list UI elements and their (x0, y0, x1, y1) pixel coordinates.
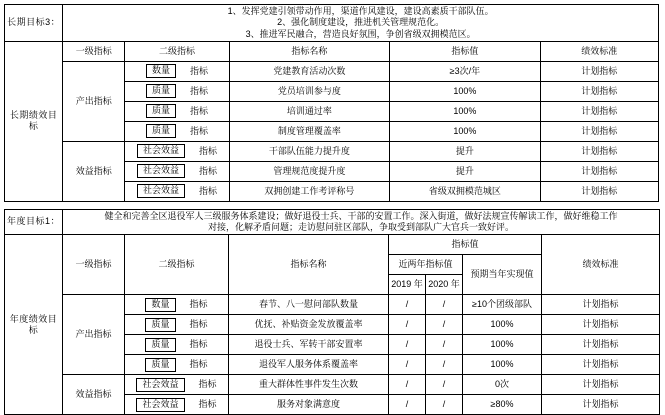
value-year-2020: / (426, 355, 463, 375)
indicator-tag (125, 395, 229, 415)
tag-word: 社会效益 (136, 378, 184, 392)
indicator-tag (125, 81, 229, 101)
indicator-name: 优抚、补贴资金发放覆盖率 (229, 315, 389, 335)
table-row (5, 375, 660, 395)
category-output: 产出指标 (63, 61, 125, 141)
goal-line-2: 2、强化制度建设，推进机关管理规范化。 (277, 17, 445, 28)
tag-word: 质量 (145, 338, 175, 352)
indicator-tag (125, 141, 229, 161)
indicator-name: 重大群体性事件发生次数 (229, 375, 389, 395)
tag-word: 质量 (145, 318, 175, 332)
tag-label: 指标 (189, 359, 208, 370)
indicator-name: 干部队伍能力提升度 (229, 141, 389, 161)
indicator-name: 退役军人服务体系覆盖率 (229, 355, 389, 375)
performance-standard: 计划指标 (540, 161, 658, 181)
indicator-name: 退役士兵、军转干部安置率 (229, 335, 389, 355)
tag-label: 指标 (198, 399, 217, 410)
value-year-2019: / (389, 315, 426, 335)
header-indicator-value: 指标值 (390, 41, 540, 61)
value-year-2019: / (389, 375, 426, 395)
table-row (5, 61, 659, 81)
column-header-row-top (5, 235, 660, 255)
category-benefit: 效益指标 (63, 141, 125, 201)
header-level1: 一级指标 (63, 235, 125, 295)
indicator-tag (125, 61, 229, 81)
value-year-2019: / (389, 295, 426, 315)
tag-label: 指标 (190, 125, 209, 136)
header-performance-standard: 绩效标准 (540, 41, 658, 61)
tag-label: 指标 (189, 339, 208, 350)
performance-standard: 计划指标 (540, 61, 658, 81)
annual-goal-description (63, 209, 660, 235)
performance-standard: 计划指标 (542, 375, 660, 395)
performance-standard: 计划指标 (540, 81, 658, 101)
tag-word: 社会效益 (137, 184, 185, 198)
indicator-name: 管理规范度提升度 (229, 161, 389, 181)
category-benefit: 效益指标 (63, 375, 125, 415)
table-row (5, 141, 659, 161)
indicator-value: ≥3次/年 (390, 61, 540, 81)
tag-word: 数量 (146, 64, 176, 78)
value-expected: ≥10个团级部队 (463, 295, 542, 315)
indicator-value: 提升 (390, 161, 540, 181)
header-indicator-name: 指标名称 (229, 235, 389, 295)
header-performance-standard: 绩效标准 (542, 235, 660, 295)
tag-label: 指标 (198, 379, 217, 390)
header-recent-two-years: 近两年指标值 (389, 255, 463, 275)
tag-word: 数量 (145, 298, 175, 312)
value-year-2019: / (389, 335, 426, 355)
indicator-tag (125, 375, 229, 395)
goal-line-1: 1、发挥党建引领带动作用，渠道作风建设，建设高素质干部队伍。 (227, 6, 494, 16)
long-term-goal-table (4, 4, 659, 202)
annual-goal-table (4, 209, 660, 415)
indicator-name: 服务对象满意度 (229, 395, 389, 415)
table-gap (4, 202, 659, 209)
category-output: 产出指标 (63, 295, 125, 375)
value-expected: 0次 (463, 375, 542, 395)
performance-standard: 计划指标 (542, 295, 660, 315)
tag-label: 指标 (189, 319, 208, 330)
annual-performance-label: 年度绩效目标 (5, 235, 63, 415)
performance-standard: 计划指标 (542, 335, 660, 355)
header-indicator-value: 指标值 (389, 235, 542, 255)
header-level2: 二级指标 (125, 41, 229, 61)
tag-word: 社会效益 (137, 144, 185, 158)
indicator-name: 党员培训参与度 (229, 81, 389, 101)
indicator-name: 双拥创建工作考评称号 (229, 181, 389, 201)
value-year-2020: / (426, 395, 463, 415)
tag-label: 指标 (189, 299, 208, 310)
tag-word: 质量 (146, 104, 176, 118)
value-year-2020: / (426, 335, 463, 355)
header-year-2019: 2019 年 (389, 275, 426, 295)
indicator-tag (125, 121, 229, 141)
value-year-2019: / (389, 395, 426, 415)
header-indicator-name: 指标名称 (229, 41, 389, 61)
indicator-value: 100% (390, 101, 540, 121)
tag-word: 质量 (146, 84, 176, 98)
tag-word: 质量 (146, 124, 176, 138)
tag-label: 指标 (190, 65, 209, 76)
header-level2: 二级指标 (125, 235, 229, 295)
performance-standard: 计划指标 (540, 101, 658, 121)
indicator-name: 党建教育活动次数 (229, 61, 389, 81)
performance-standard: 计划指标 (540, 181, 658, 201)
indicator-tag (125, 161, 229, 181)
indicator-value: 100% (390, 121, 540, 141)
table-row (5, 295, 660, 315)
goal-line-1: 健全和完善全区退役军人三级服务体系建设；做好退役士兵、干部的安置工作。深入街道，做好法规宣传解读工作，做好维稳工作 (104, 210, 618, 221)
value-expected: 100% (463, 335, 542, 355)
goal-line-2: 对接，化解矛盾问题；走访慰问驻区部队，争取受到部队广大官兵一致好评。 (208, 222, 515, 232)
indicator-tag (125, 295, 229, 315)
indicator-name: 春节、八一慰问部队数量 (229, 295, 389, 315)
indicator-tag (125, 315, 229, 335)
indicator-tag (125, 181, 229, 201)
indicator-value: 100% (390, 81, 540, 101)
performance-standard: 计划指标 (542, 355, 660, 375)
indicator-tag (125, 101, 229, 121)
value-year-2020: / (426, 315, 463, 335)
value-expected: 100% (463, 355, 542, 375)
tag-label: 指标 (199, 165, 218, 176)
indicator-value: 提升 (390, 141, 540, 161)
tag-label: 指标 (190, 85, 209, 96)
annual-goal-number: 年度目标1： (5, 209, 63, 235)
tag-word: 社会效益 (136, 398, 184, 412)
tag-word: 社会效益 (137, 164, 185, 178)
indicator-value: 省级双拥模范城区 (390, 181, 540, 201)
indicator-tag (125, 335, 229, 355)
tag-word: 质量 (145, 358, 175, 372)
goal-header-row (5, 209, 660, 235)
tag-label: 指标 (199, 185, 218, 196)
goal-header-row (5, 5, 659, 42)
value-expected: ≥80% (463, 395, 542, 415)
long-term-goal-description (63, 5, 659, 42)
long-term-performance-label: 长期绩效目标 (5, 41, 63, 201)
performance-standard: 计划指标 (540, 141, 658, 161)
tag-label: 指标 (190, 105, 209, 116)
indicator-name: 培训通过率 (229, 101, 389, 121)
indicator-name: 制度管理覆盖率 (229, 121, 389, 141)
indicator-tag (125, 355, 229, 375)
tag-label: 指标 (199, 145, 218, 156)
performance-standard: 计划指标 (540, 121, 658, 141)
header-year-2020: 2020 年 (426, 275, 463, 295)
header-expected-current-year: 预期当年实现值 (463, 255, 542, 295)
long-term-goal-number: 长期目标3： (5, 5, 63, 42)
value-expected: 100% (463, 315, 542, 335)
value-year-2020: / (426, 295, 463, 315)
header-level1: 一级指标 (63, 41, 125, 61)
value-year-2020: / (426, 375, 463, 395)
performance-standard: 计划指标 (542, 395, 660, 415)
goal-line-3: 3、推进军民融合，营造良好氛围，争创省级双拥模范区。 (245, 28, 476, 39)
column-header-row (5, 41, 659, 61)
performance-standard: 计划指标 (542, 315, 660, 335)
value-year-2019: / (389, 355, 426, 375)
